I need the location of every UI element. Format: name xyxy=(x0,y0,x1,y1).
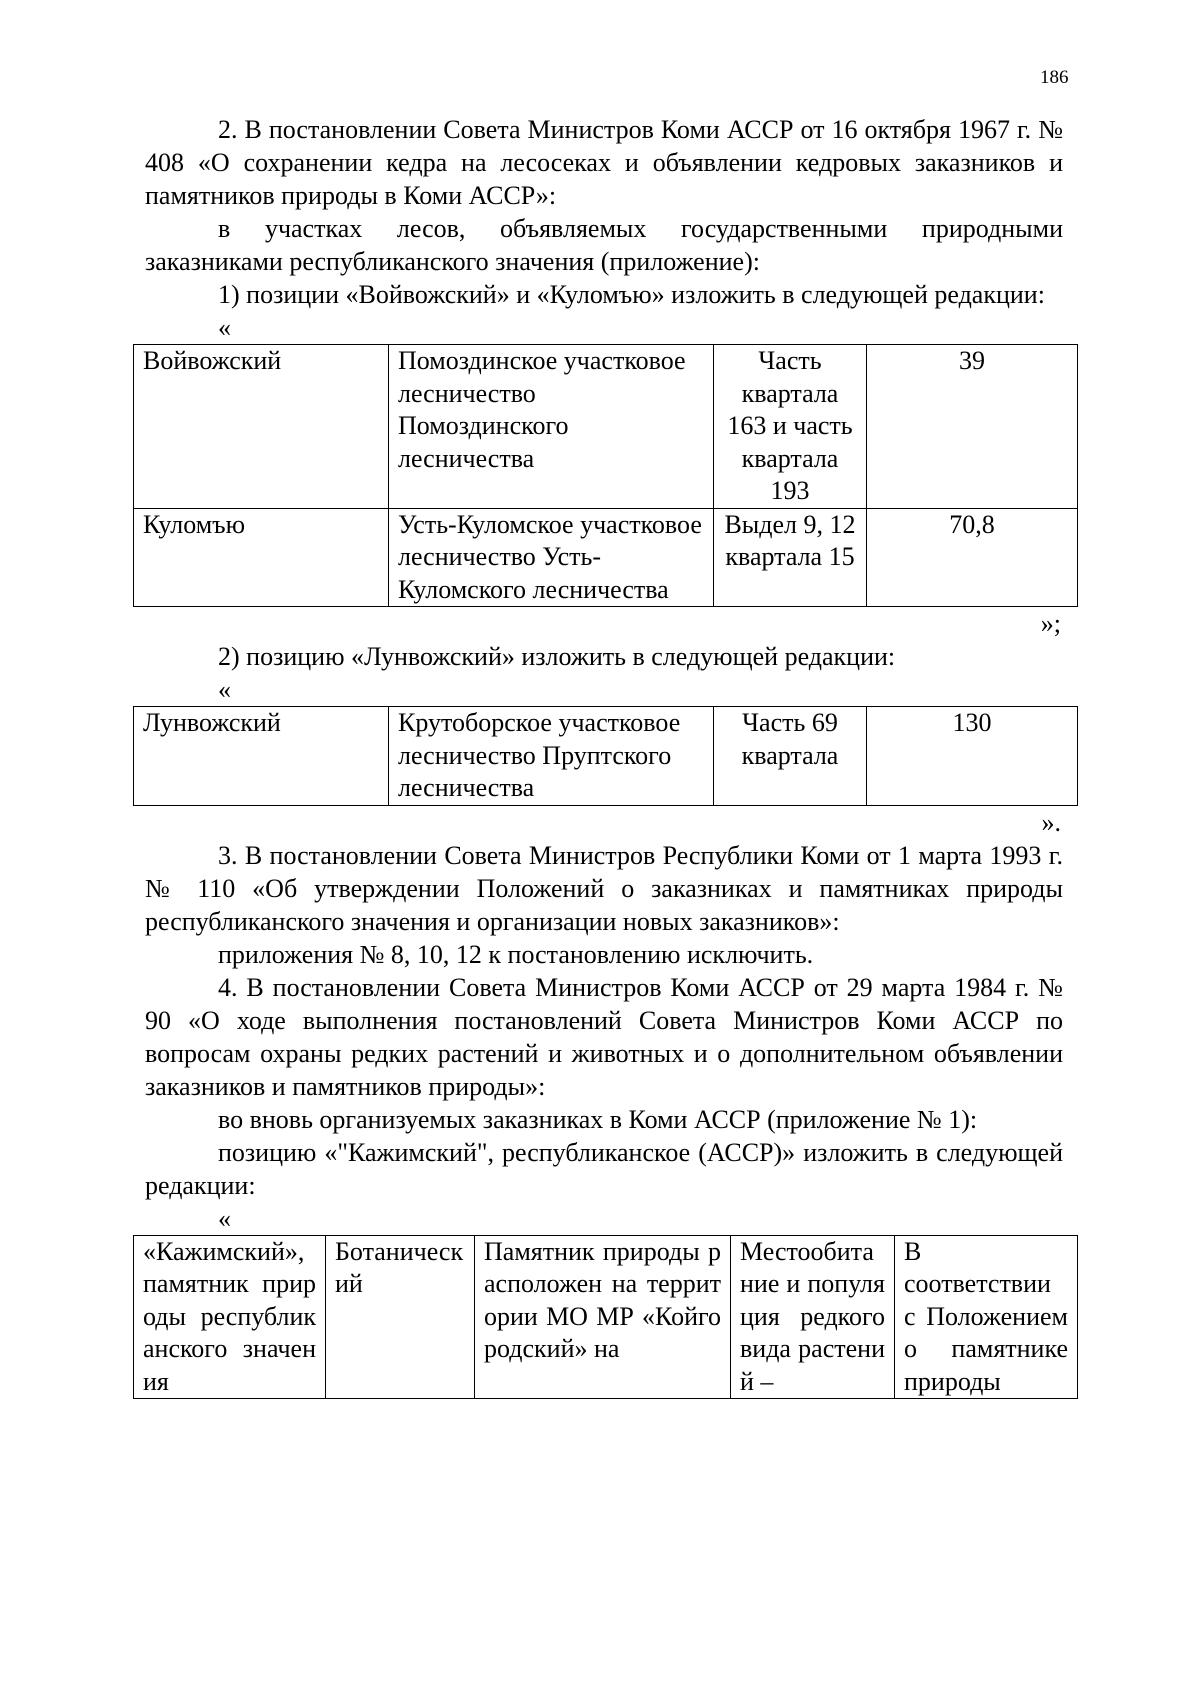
table-cell-location: Выдел 9, 12 квартала 15 xyxy=(714,508,867,607)
table-kazhimsky xyxy=(133,1235,1078,1400)
table-row xyxy=(134,1235,1078,1399)
table-cell-area: 70,8 xyxy=(867,508,1078,607)
table-cell-profile: Ботанический xyxy=(326,1235,475,1399)
open-quote: « xyxy=(218,1203,231,1233)
close-quote: »; xyxy=(1040,609,1061,638)
document-body xyxy=(143,113,1115,1399)
table-cell-description: Памятник природы расположен на территории МО МР «Койгородский» на xyxy=(475,1235,731,1399)
section-4-intro: 4. В постановлении Совета Министров Коми АССР от 29 марта 1984 г. № 90 «О ходе выполнения постановлений Совета Министров Коми АССР по вопросам охраны редких растений и животных и о дополнительном объявлении заказников и памятников природы»: xyxy=(145,972,1063,1101)
section-2-intro: 2. В постановлении Совета Министров Коми АССР от 16 октября 1967 г. № 408 «О сохранении кедра на лесосеках и объявлении кедровых заказников и памятников природы в Коми АССР»: xyxy=(145,115,1063,210)
section-2-item-1: 1) позиции «Войвожский» и «Куломъю» изложить в следующей редакции: xyxy=(218,280,1045,309)
table-row xyxy=(134,508,1078,607)
table-cell-area: 39 xyxy=(867,345,1078,509)
table-cell-name: Войвожский xyxy=(134,345,389,509)
table-cell-area: 130 xyxy=(867,707,1078,806)
table-lunvozh xyxy=(133,706,1078,806)
section-2-item-2: 2) позицию «Лунвожский» изложить в следующей редакции: xyxy=(218,642,896,671)
table-cell-name: Куломъю xyxy=(134,508,389,607)
table-cell-name: «Кажимский», памятник природы республиканского значения xyxy=(134,1235,326,1399)
table-voivozh-kulomyu xyxy=(133,344,1078,607)
table-cell-object: Местообитание и популяция редкого вида растений – xyxy=(731,1235,895,1399)
open-quote: « xyxy=(218,675,231,704)
table-row xyxy=(134,707,1078,806)
table-cell-regime: В соответствии с Положением о памятнике природы xyxy=(895,1235,1078,1399)
section-3-intro: 3. В постановлении Совета Министров Республики Коми от 1 марта 1993 г. № 110 «Об утверждении Положений о заказниках и памятниках природы республиканского значения и организации новых заказников»: xyxy=(145,840,1115,936)
page-number: 186 xyxy=(1040,67,1069,88)
table-cell-location: Часть квартала 163 и часть квартала 193 xyxy=(714,345,867,509)
table-cell-forestry: Крутоборское участковое лесничество Пруптского лесничества xyxy=(389,707,714,806)
table-cell-forestry: Помоздинское участковое лесничество Помоздинского лесничества xyxy=(389,345,714,509)
section-2-subpoint: в участках лесов, объявляемых государственными природными заказниками республиканского значения (приложение): xyxy=(145,214,1063,276)
section-4-item: позицию «"Кажимский", республиканское (АССР)» изложить в следующей редакции: xyxy=(145,1137,1063,1200)
section-4-subpoint: во вновь организуемых заказниках в Коми АССР (приложение № 1): xyxy=(218,1104,978,1134)
table-cell-location: Часть 69 квартала xyxy=(714,707,867,806)
section-3-item: приложения № 8, 10, 12 к постановлению исключить. xyxy=(218,939,814,969)
table-cell-forestry: Усть-Куломское участковое лесничество Усть-Куломского лесничества xyxy=(389,508,714,607)
close-quote: ». xyxy=(1041,807,1061,837)
open-quote: « xyxy=(218,313,231,342)
table-row xyxy=(134,345,1078,509)
table-cell-name: Лунвожский xyxy=(134,707,389,806)
